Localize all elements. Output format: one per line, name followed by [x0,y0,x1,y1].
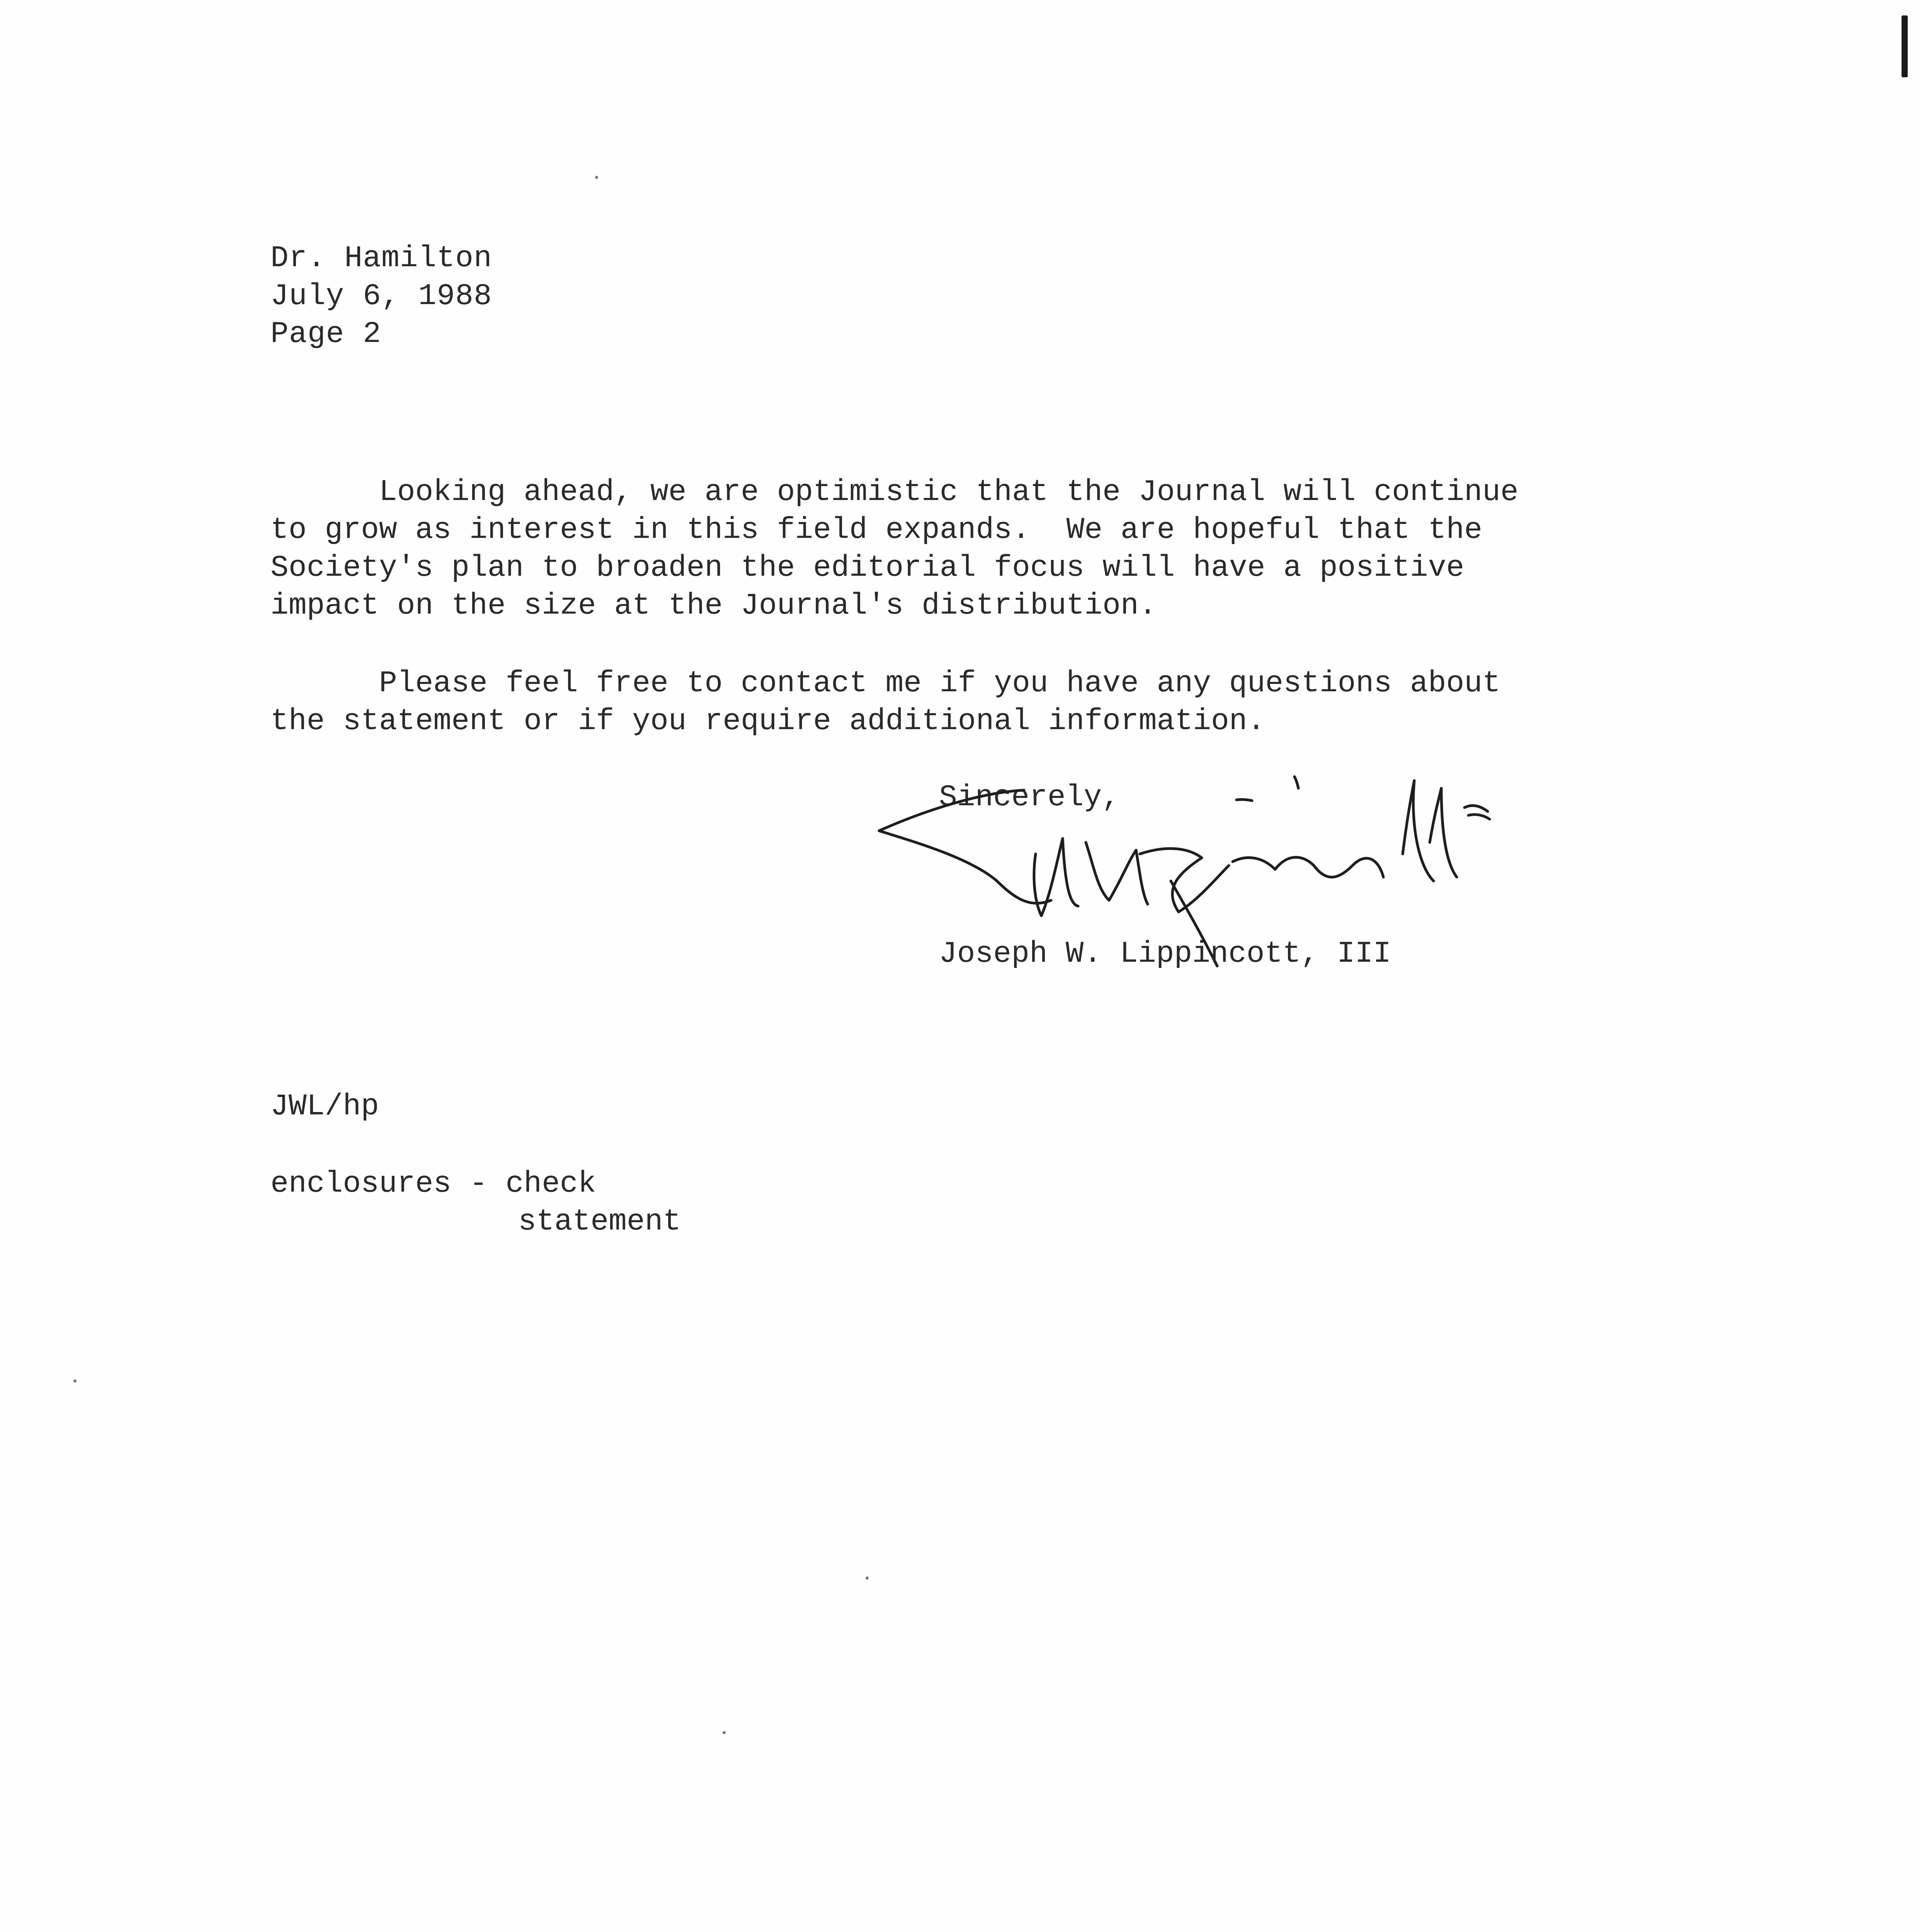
scan-speck [595,176,598,179]
paragraph-line: to grow as interest in this field expands. We are hopeful that the [270,513,1483,547]
page-number-line: Page 2 [270,317,381,351]
body-paragraph-2 [270,665,1500,740]
enclosures-block [270,1165,681,1241]
paragraph-line: the statement or if you require additional information. [270,704,1266,738]
paragraph-line: Society's plan to broaden the editorial focus will have a positive [270,551,1465,585]
closing-salutation: Sincerely, [939,781,1120,815]
signer-name: Joseph W. Lippincott, III [939,937,1391,971]
paragraph-line: Please feel free to contact me if you have any questions about [270,667,1500,701]
enclosures-line: statement [518,1205,681,1239]
scan-speck [73,1379,77,1383]
scan-edge-mark [1902,15,1908,77]
paragraph-line: Looking ahead, we are optimistic that the Journal will continue [270,475,1519,509]
date-line: July 6, 1988 [270,279,492,313]
enclosures-line: enclosures - check [270,1167,596,1201]
recipient-line: Dr. Hamilton [270,242,492,276]
scan-speck [723,1731,726,1734]
body-paragraph-1 [270,473,1519,625]
typist-initials: JWL/hp [270,1090,379,1124]
scan-speck [866,1577,869,1580]
paragraph-line: impact on the size at the Journal's distribution. [270,589,1157,623]
